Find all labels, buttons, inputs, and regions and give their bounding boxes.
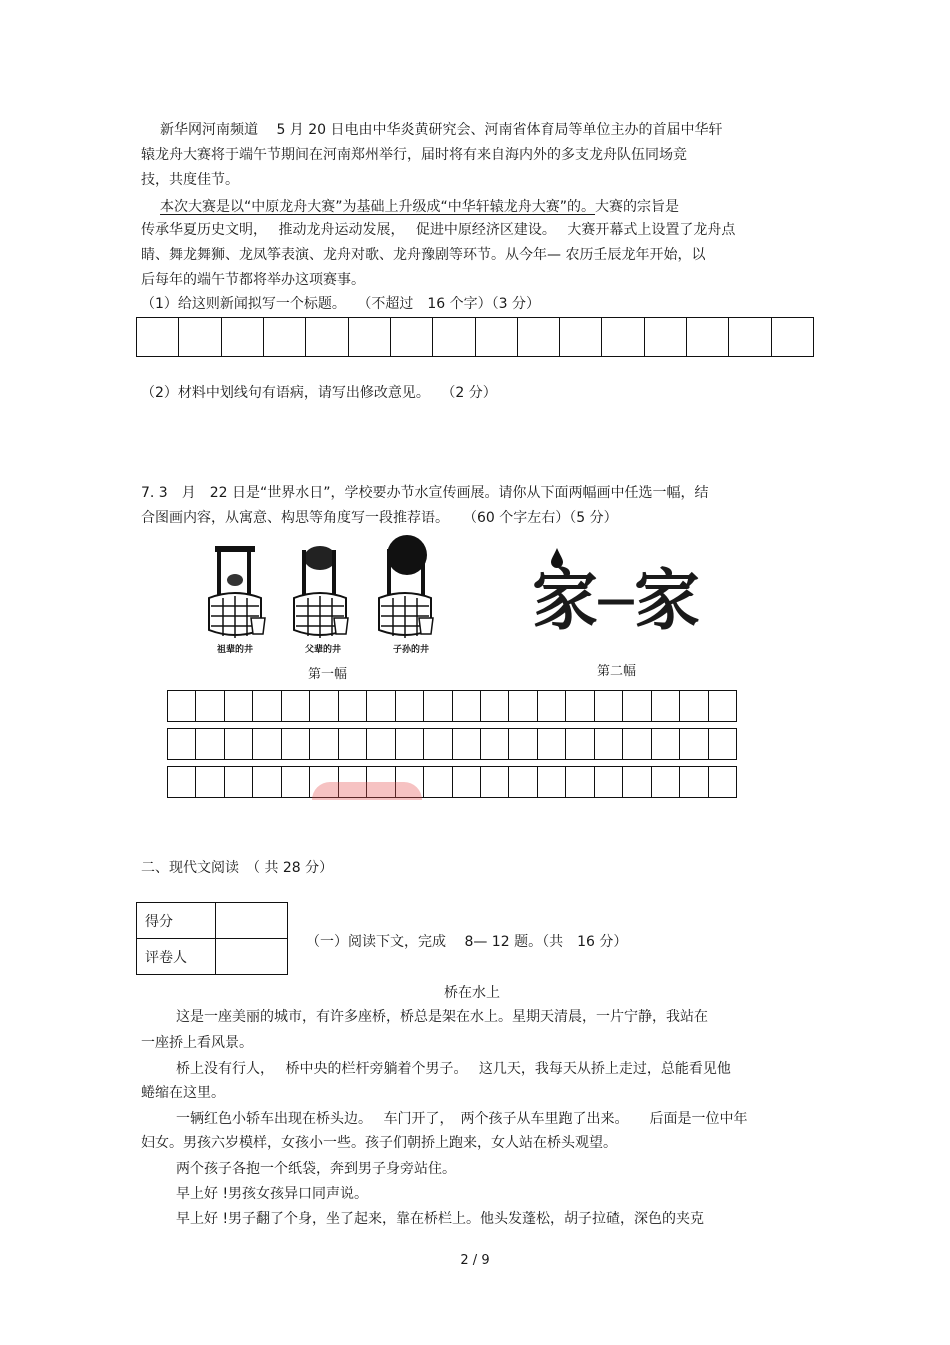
- picture-1-caption: 第一幅: [308, 667, 348, 682]
- answer-cell[interactable]: [518, 318, 560, 356]
- answer-cell[interactable]: [680, 691, 708, 721]
- answer-cell[interactable]: [476, 318, 518, 356]
- answer-cell[interactable]: [595, 767, 623, 797]
- answer-cell[interactable]: [396, 729, 424, 759]
- answer-cell[interactable]: [367, 691, 395, 721]
- answer-cell[interactable]: [253, 691, 281, 721]
- reading-instruction: （一）阅读下文，完成 8— 12 题。（共 16 分）: [306, 934, 628, 950]
- answer-cell[interactable]: [264, 318, 306, 356]
- answer-cell[interactable]: [168, 691, 196, 721]
- news-p2-line4: 后每年的端午节都将举办这项赛事。: [141, 272, 365, 288]
- answer-cell[interactable]: [652, 691, 680, 721]
- answer-cell[interactable]: [709, 729, 736, 759]
- answer-cell[interactable]: [253, 729, 281, 759]
- answer-cell[interactable]: [282, 767, 310, 797]
- answer-cell[interactable]: [196, 767, 224, 797]
- story-p3-line1: 一辆红色小轿车出现在桥头边。 车门开了， 两个孩子从车里跑了出来。 后面是一位中年: [176, 1111, 748, 1127]
- story-p5: 早上好 !男孩女孩异口同声说。: [176, 1186, 369, 1202]
- answer-cell[interactable]: [424, 767, 452, 797]
- answer-cell[interactable]: [481, 729, 509, 759]
- answer-cell[interactable]: [652, 729, 680, 759]
- answer-cell[interactable]: [595, 729, 623, 759]
- answer-cell[interactable]: [453, 729, 481, 759]
- story-p4: 两个孩子各抱一个纸袋，奔到男子身旁站住。: [176, 1161, 456, 1177]
- answer-cell[interactable]: [179, 318, 221, 356]
- story-p3-line2: 妇女。男孩六岁模样，女孩小一些。孩子们朝挢上跑来，女人站在桥头观望。: [141, 1135, 617, 1151]
- answer-cell[interactable]: [196, 691, 224, 721]
- story-p2-line2: 蜷缩在这里。: [141, 1085, 225, 1101]
- well-caption-2: 父辈的井: [305, 645, 342, 655]
- answer-cell[interactable]: [566, 767, 594, 797]
- score-table: [136, 902, 288, 975]
- news-p1-line1: 新华网河南频道 5 月 20 日电由中华炎黄研究会、河南省体育局等单位主办的首届中华轩: [160, 122, 723, 138]
- answer-cell[interactable]: [566, 691, 594, 721]
- question-7-line1: 7. 3 月 22 日是“世界水日”，学校要办节水宣传画展。请你从下面两幅画中任选一幅，结: [141, 485, 709, 501]
- answer-cell[interactable]: [424, 729, 452, 759]
- answer-cell[interactable]: [306, 318, 348, 356]
- jia-character-left: 家: [532, 561, 598, 639]
- question-7-line2: 合图画内容，从寓意、构思等角度写一段推荐语。 （60 个字左右）（5 分）: [141, 510, 618, 526]
- answer-cell[interactable]: [339, 691, 367, 721]
- answer-cell[interactable]: [424, 691, 452, 721]
- answer-cell[interactable]: [729, 318, 771, 356]
- answer-cell[interactable]: [222, 318, 264, 356]
- answer-cell[interactable]: [602, 318, 644, 356]
- answer-cell[interactable]: [168, 729, 196, 759]
- section-2-title: 二、现代文阅读 （ 共 28 分）: [141, 860, 334, 876]
- answer-cell[interactable]: [709, 767, 736, 797]
- well-caption-3: 子孙的井: [393, 645, 430, 655]
- answer-cell[interactable]: [538, 691, 566, 721]
- answer-cell[interactable]: [560, 318, 602, 356]
- answer-cell[interactable]: [196, 729, 224, 759]
- underlined-sentence: 本次大赛是以“中原龙舟大赛”为基础上升级成“中华轩辕龙舟大赛”的。: [160, 199, 596, 215]
- answer-cell[interactable]: [310, 729, 338, 759]
- answer-cell[interactable]: [772, 318, 813, 356]
- answer-cell[interactable]: [433, 318, 475, 356]
- answer-cell[interactable]: [391, 318, 433, 356]
- answer-cell[interactable]: [709, 691, 736, 721]
- answer-cell[interactable]: [623, 767, 651, 797]
- news-p1-line2: 辕龙舟大赛将于端午节期间在河南郑州举行，届时将有来自海内外的多支龙舟队伍同场竞: [141, 147, 687, 163]
- answer-cell[interactable]: [481, 767, 509, 797]
- news-p2-line1: [160, 197, 679, 217]
- answer-cell[interactable]: [310, 691, 338, 721]
- answer-cell[interactable]: [225, 729, 253, 759]
- answer-cell[interactable]: [282, 691, 310, 721]
- answer-cell[interactable]: [687, 318, 729, 356]
- story-p1-line2: 一座挢上看风景。: [141, 1035, 253, 1051]
- answer-cell[interactable]: [623, 691, 651, 721]
- answer-cell[interactable]: [137, 318, 179, 356]
- story-p1-line1: 这是一座美丽的城市，有许多座桥，桥总是架在水上。星期天清晨，一片宁静，我站在: [176, 1009, 708, 1025]
- jia-character-right: 家: [634, 561, 700, 639]
- red-seal-mark: [312, 782, 422, 800]
- news-p1-line3: 技，共度佳节。: [141, 172, 239, 188]
- answer-cell[interactable]: [509, 691, 537, 721]
- grader-value-cell[interactable]: [216, 939, 288, 975]
- answer-cell[interactable]: [623, 729, 651, 759]
- writing-grid-row-3[interactable]: [167, 766, 737, 798]
- news-p2-line3: 睛、舞龙舞狮、龙凤筝表演、龙舟对歌、龙舟豫剧等环节。从今年— 农历壬辰龙年开始，以: [141, 247, 706, 263]
- title-answer-grid[interactable]: [136, 317, 814, 357]
- answer-cell[interactable]: [680, 729, 708, 759]
- answer-cell[interactable]: [253, 767, 281, 797]
- answer-cell[interactable]: [595, 691, 623, 721]
- answer-cell[interactable]: [282, 729, 310, 759]
- page-number: 2 / 9: [460, 1253, 490, 1268]
- news-p2-line2: 传承华夏历史文明， 推动龙舟运动发展， 促进中原经济区建设。 大赛开幕式上设置了龙舟点: [141, 222, 736, 238]
- news-p2-line1-rest: 大赛的宗旨是: [595, 199, 680, 215]
- answer-cell[interactable]: [645, 318, 687, 356]
- answer-cell[interactable]: [538, 767, 566, 797]
- answer-cell[interactable]: [168, 767, 196, 797]
- answer-cell[interactable]: [453, 691, 481, 721]
- well-icon: [379, 535, 433, 638]
- well-icon: [209, 546, 265, 638]
- answer-cell[interactable]: [396, 691, 424, 721]
- well-caption-1: 祖辈的井: [217, 645, 254, 655]
- answer-cell[interactable]: [453, 767, 481, 797]
- answer-cell[interactable]: [509, 767, 537, 797]
- question-1: （1）给这则新闻拟写一个标题。 （不超过 16 个字）（3 分）: [141, 296, 540, 312]
- score-label: 得分: [137, 903, 216, 939]
- answer-cell[interactable]: [339, 729, 367, 759]
- story-p2-line1: 桥上没有行人， 桥中央的栏杆旁躺着个男子。 这几天，我每天从挢上走过，总能看见他: [176, 1061, 731, 1077]
- picture-2-caption: 第二幅: [597, 664, 637, 679]
- answer-cell[interactable]: [349, 318, 391, 356]
- answer-cell[interactable]: [225, 691, 253, 721]
- answer-cell[interactable]: [509, 729, 537, 759]
- story-p6: 早上好 !男子翻了个身，坐了起来，靠在桥栏上。他头发蓬松，胡子拉碴，深色的夹克: [176, 1211, 705, 1227]
- score-value-cell[interactable]: [216, 903, 288, 939]
- grader-label: 评卷人: [137, 939, 216, 975]
- answer-cell[interactable]: [566, 729, 594, 759]
- question-2: （2）材料中划线句有语病，请写出修改意见。 （2 分）: [141, 385, 497, 401]
- answer-cell[interactable]: [680, 767, 708, 797]
- answer-cell[interactable]: [225, 767, 253, 797]
- answer-cell[interactable]: [481, 691, 509, 721]
- answer-cell[interactable]: [652, 767, 680, 797]
- well-icon: [294, 546, 348, 638]
- answer-cell[interactable]: [367, 729, 395, 759]
- writing-grid-row-1[interactable]: [167, 690, 737, 722]
- writing-grid-row-2[interactable]: [167, 728, 737, 760]
- story-title: 桥在水上: [444, 985, 500, 1001]
- answer-cell[interactable]: [538, 729, 566, 759]
- jia-arrow: —: [596, 577, 636, 623]
